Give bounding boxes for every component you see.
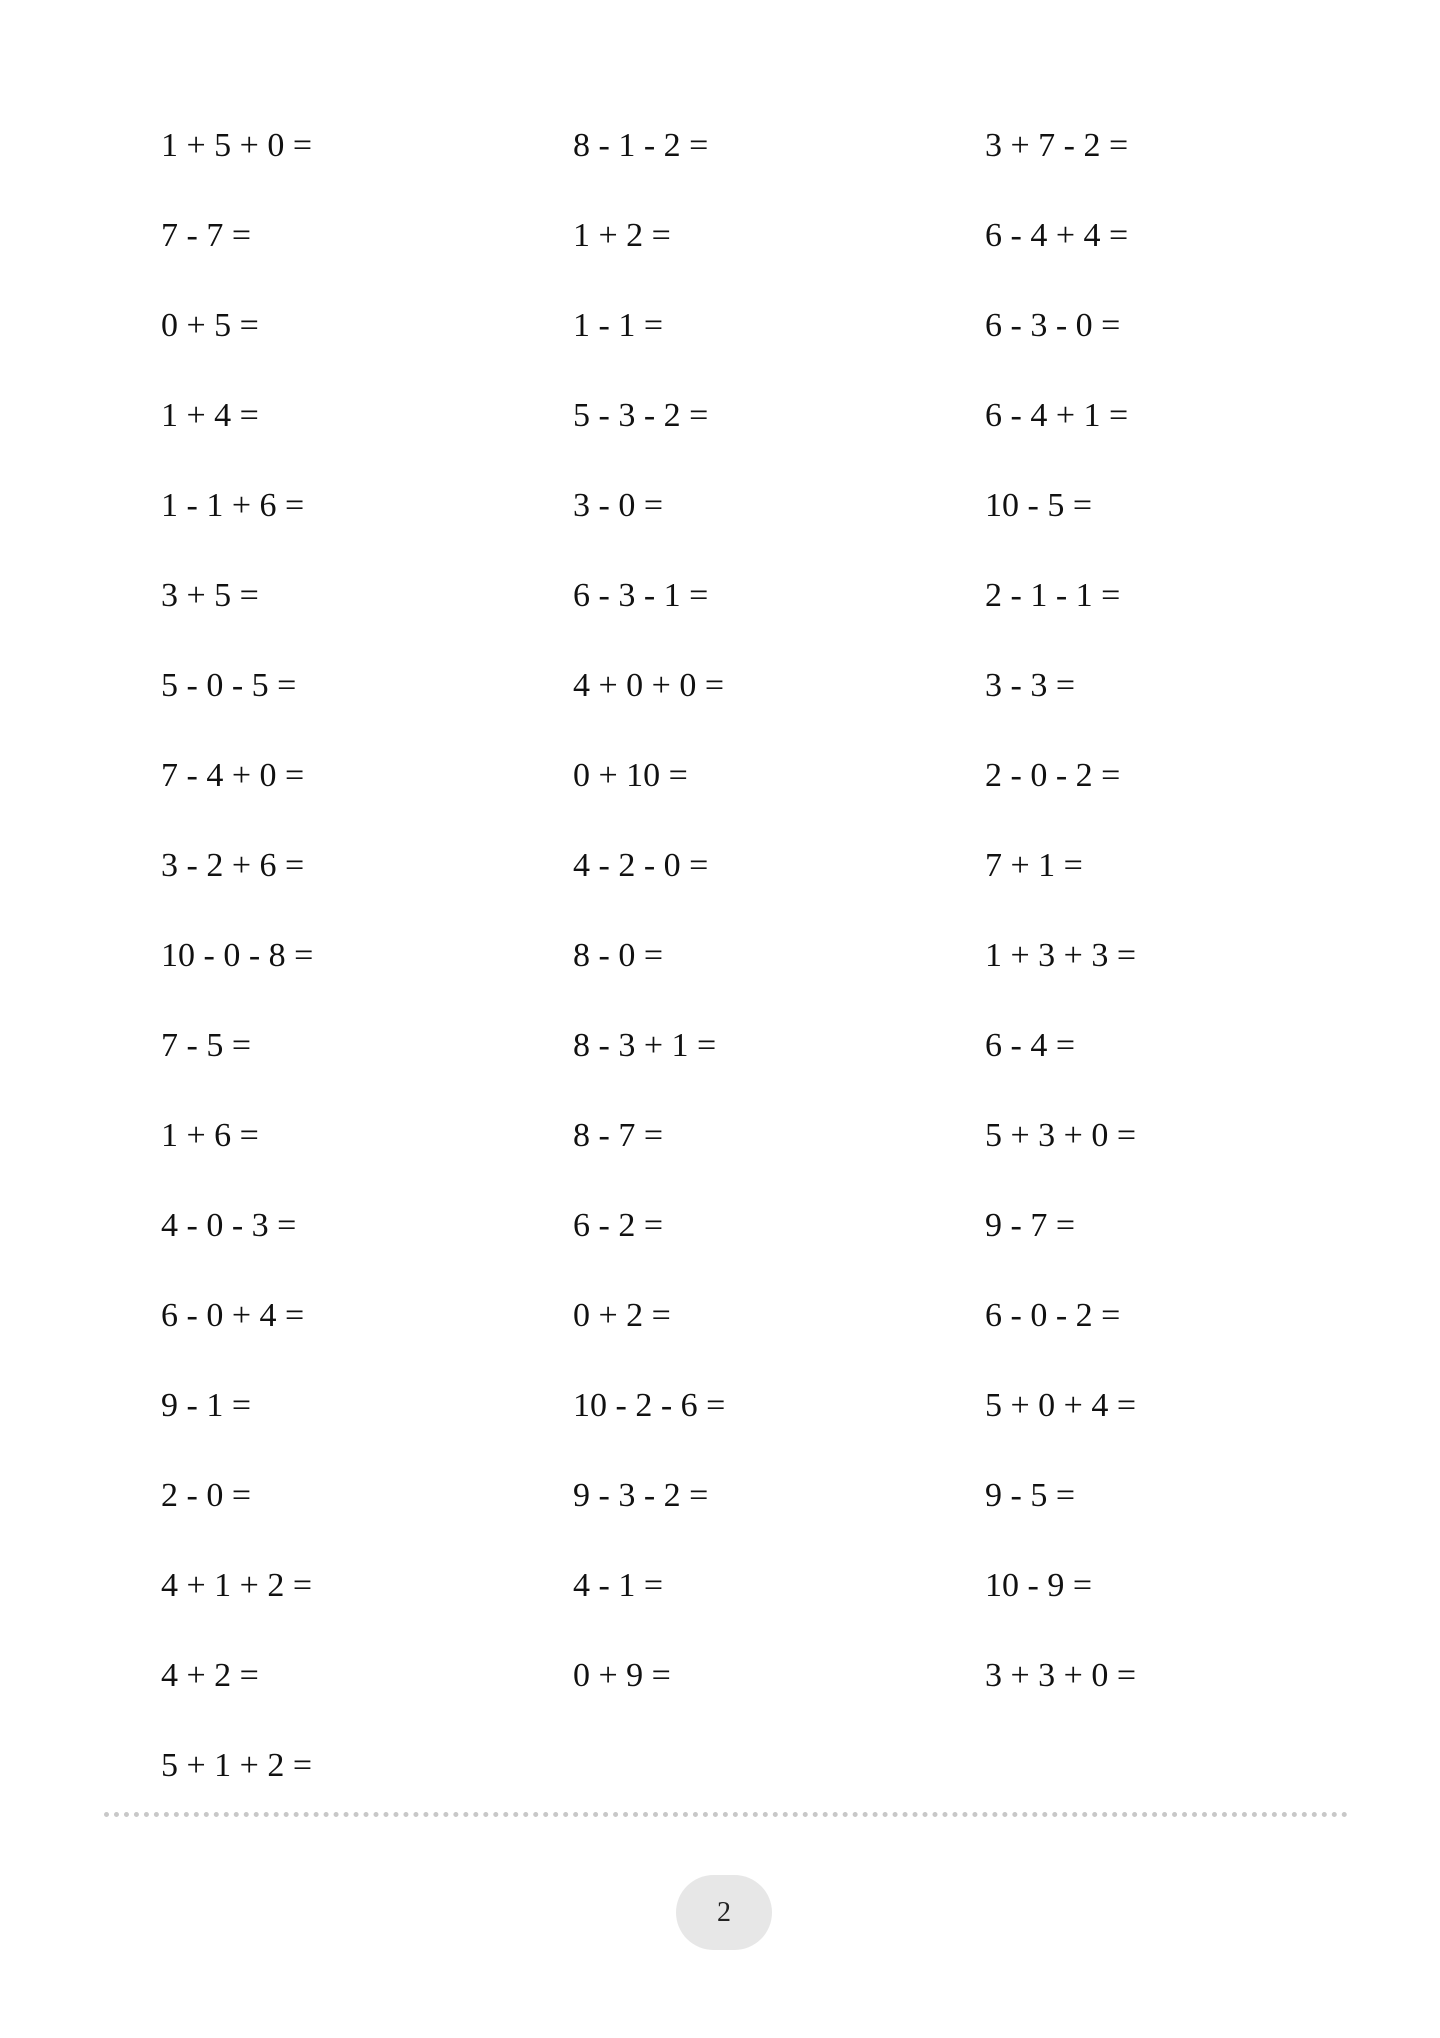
math-problem: 1 - 1 + 6 = bbox=[161, 487, 305, 524]
math-problem: 3 + 7 - 2 = bbox=[985, 127, 1129, 164]
math-problem: 9 - 7 = bbox=[985, 1207, 1075, 1244]
math-problem: 6 - 0 + 4 = bbox=[161, 1297, 305, 1334]
math-problem: 8 - 7 = bbox=[573, 1117, 663, 1154]
math-problem: 5 - 3 - 2 = bbox=[573, 397, 709, 434]
math-problem: 2 - 0 - 2 = bbox=[985, 757, 1121, 794]
math-problem: 7 + 1 = bbox=[985, 847, 1083, 884]
math-problem: 5 - 0 - 5 = bbox=[161, 667, 297, 704]
math-problem: 1 + 3 + 3 = bbox=[985, 937, 1137, 974]
math-problem: 8 - 1 - 2 = bbox=[573, 127, 709, 164]
math-problem: 5 + 0 + 4 = bbox=[985, 1387, 1137, 1424]
math-problem: 4 + 2 = bbox=[161, 1657, 259, 1694]
math-problem: 6 - 4 + 4 = bbox=[985, 217, 1129, 254]
math-problem: 0 + 2 = bbox=[573, 1297, 671, 1334]
math-problem: 4 + 0 + 0 = bbox=[573, 667, 725, 704]
math-problem: 6 - 3 - 1 = bbox=[573, 577, 709, 614]
math-problem: 6 - 2 = bbox=[573, 1207, 663, 1244]
math-problem: 6 - 3 - 0 = bbox=[985, 307, 1121, 344]
math-problem: 1 - 1 = bbox=[573, 307, 663, 344]
math-problem: 10 - 5 = bbox=[985, 487, 1092, 524]
math-problem: 6 - 4 = bbox=[985, 1027, 1075, 1064]
math-problem: 8 - 0 = bbox=[573, 937, 663, 974]
math-problem: 3 + 5 = bbox=[161, 577, 259, 614]
math-problem: 1 + 4 = bbox=[161, 397, 259, 434]
page-number-badge: 2 bbox=[676, 1875, 772, 1950]
math-problem: 5 + 1 + 2 = bbox=[161, 1747, 313, 1784]
math-problem: 4 - 0 - 3 = bbox=[161, 1207, 297, 1244]
math-problem: 0 + 9 = bbox=[573, 1657, 671, 1694]
math-problem: 10 - 0 - 8 = bbox=[161, 937, 314, 974]
math-problem: 10 - 9 = bbox=[985, 1567, 1092, 1604]
math-problem: 10 - 2 - 6 = bbox=[573, 1387, 726, 1424]
math-problem: 3 - 3 = bbox=[985, 667, 1075, 704]
dotted-divider bbox=[104, 1812, 1348, 1817]
math-problem: 4 - 2 - 0 = bbox=[573, 847, 709, 884]
math-problem: 1 + 6 = bbox=[161, 1117, 259, 1154]
math-problem: 8 - 3 + 1 = bbox=[573, 1027, 717, 1064]
math-problem: 3 - 2 + 6 = bbox=[161, 847, 305, 884]
math-problem: 7 - 7 = bbox=[161, 217, 251, 254]
math-problem: 7 - 4 + 0 = bbox=[161, 757, 305, 794]
math-problem: 3 + 3 + 0 = bbox=[985, 1657, 1137, 1694]
math-problem: 9 - 1 = bbox=[161, 1387, 251, 1424]
math-problem: 5 + 3 + 0 = bbox=[985, 1117, 1137, 1154]
math-problem: 6 - 4 + 1 = bbox=[985, 397, 1129, 434]
math-problem: 9 - 5 = bbox=[985, 1477, 1075, 1514]
math-problem: 6 - 0 - 2 = bbox=[985, 1297, 1121, 1334]
math-problem: 3 - 0 = bbox=[573, 487, 663, 524]
math-problem: 4 + 1 + 2 = bbox=[161, 1567, 313, 1604]
math-problem: 1 + 5 + 0 = bbox=[161, 127, 313, 164]
math-problem: 9 - 3 - 2 = bbox=[573, 1477, 709, 1514]
math-problem: 4 - 1 = bbox=[573, 1567, 663, 1604]
math-problem: 2 - 0 = bbox=[161, 1477, 251, 1514]
math-problem: 0 + 5 = bbox=[161, 307, 259, 344]
math-problem: 2 - 1 - 1 = bbox=[985, 577, 1121, 614]
math-problem: 7 - 5 = bbox=[161, 1027, 251, 1064]
math-problem: 0 + 10 = bbox=[573, 757, 688, 794]
math-problem: 1 + 2 = bbox=[573, 217, 671, 254]
problem-grid bbox=[161, 118, 1361, 1828]
